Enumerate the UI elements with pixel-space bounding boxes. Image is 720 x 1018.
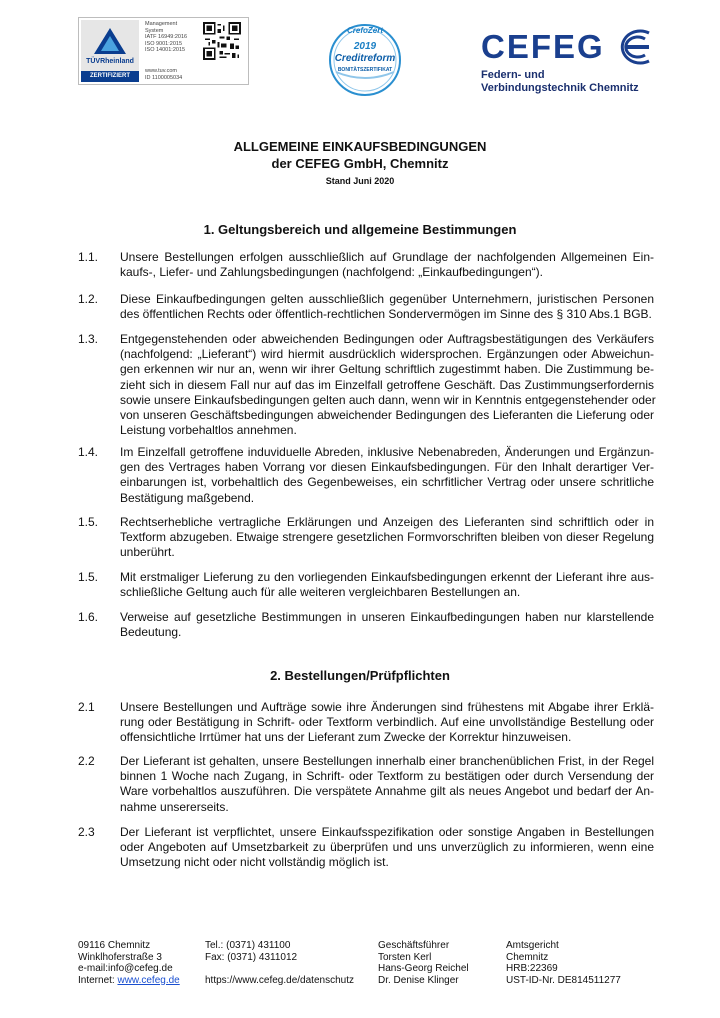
clause-text xyxy=(120,825,654,871)
cefeg-tagline: Federn- und Verbindungstechnik Chemnitz xyxy=(481,69,639,94)
clause-line: einbarungen ist, vorbehaltlich des Gegenbeweises, ein schrfitlicher Vertrag oder unsere schritliche xyxy=(120,475,654,490)
clause-line: Ware vorbehaltlos auszuführen. Die verspätete Annahme gilt als neues Angebot und bedarf der An- xyxy=(120,784,654,799)
website-link[interactable]: www.cefeg.de xyxy=(117,974,180,986)
cefeg-logo xyxy=(481,27,653,99)
clause-line: Leistung vorbehaltlos annehmen. xyxy=(120,423,297,438)
crefozert-seal xyxy=(322,22,408,98)
document-title: ALLGEMEINE EINKAUFSBEDINGUNGEN xyxy=(233,139,487,154)
clause-line: Umsetzung nicht oder nicht vollständig möglich ist. xyxy=(120,855,389,870)
clause-text xyxy=(120,445,654,506)
clause-number: 1.3. xyxy=(78,332,99,346)
clause-text xyxy=(120,250,654,280)
clause-line: (nachfolgend: „Lieferant“) wird hiermit ausdrücklich widersprochen. Ergänzungen oder Abweichun- xyxy=(120,347,654,362)
clause-line: schließliche Geltung auch für alle weiteren vergleichbaren Bestellungen an. xyxy=(120,585,521,600)
clause-line: gen des Vertrages haben Vorrang vor diesen Einkaufsbedingungen. Für den Inhalt derartiger Ver- xyxy=(120,460,654,475)
tuv-zertifiziert: ZERTIFIZIERT xyxy=(81,71,139,82)
clause-line: nahme unsererseits. xyxy=(120,799,229,814)
clause-number: 2.1 xyxy=(78,700,95,714)
tuv-certificate-logo xyxy=(78,17,249,85)
clause-line: Textform abzugeben. Etwaige strengere gesetzlichen Formvorschriften bleiben von dieser Regelung xyxy=(120,530,654,545)
clause-text xyxy=(120,332,654,438)
clause-line: Unsere Bestellungen erfolgen ausschließlich auf Grundlage der nachfolgenden Allgemeinen Ein- xyxy=(120,250,654,264)
clause-line: oder Angeboten auf Umsetzbarkeit zu überprüfen und uns unverzüglich zu informieren, wenn eine xyxy=(120,840,654,855)
clause-line: von unseren Geschäftsbedingungen abweichender Bedingungen des Lieferanten die Lieferung oder xyxy=(120,408,654,423)
clause-line: Unsere Bestellungen und Aufträge sowie ihre Änderungen sind frühestens mit Abgabe ihrer Erklä- xyxy=(120,700,654,714)
clause-line: Diese Einkaufbedingungen gelten ausschließlich gegenüber Unternehmern, juristischen Personen xyxy=(120,292,654,306)
section-heading: 2. Bestellungen/Prüfpflichten xyxy=(270,668,450,683)
clause-number: 1.5. xyxy=(78,570,99,584)
clause-line: binnen 1 Woche nach Zugang, in Schrift- oder Textform zu bestätigen oder durch Versendung der xyxy=(120,769,654,784)
cefeg-wordmark: CEFEG xyxy=(481,28,605,65)
clause-line: kaufs-, Liefer- und Zahlungsbedingungen (nachfolgend: „Einkaufbedingungen“). xyxy=(120,265,543,280)
clause-number: 1.2. xyxy=(78,292,99,306)
clause-number: 1.6. xyxy=(78,610,99,624)
crefo-year: 2019 xyxy=(353,41,377,52)
tuv-id: www.tuv.com ID 1100005034 xyxy=(145,68,183,81)
document-subtitle: der CEFEG GmbH, Chemnitz xyxy=(271,156,449,171)
clause-number: 1.4. xyxy=(78,445,99,459)
crefo-name: Creditreform xyxy=(334,53,396,64)
clause-line: des öffentlichen Rechts oder öffentlich-rechtlichen Sondervermögen im Sinne des § 310 Abs.1 BGB. xyxy=(120,307,652,322)
tuv-brand: TÜVRheinland xyxy=(86,58,134,65)
clause-text xyxy=(120,570,654,600)
clause-line: unberührt. xyxy=(120,545,175,560)
section-heading: 1. Geltungsbereich und allgemeine Bestimmungen xyxy=(203,222,517,237)
clause-text xyxy=(120,515,654,561)
crefo-sub: BONITÄTSZERTIFIKAT xyxy=(337,67,393,73)
clause-line: rung oder Bestätigung in Schrift- oder Textform verbindlich. Auf eine unvollständige Bestellung oder xyxy=(120,715,654,730)
clause-number: 2.2 xyxy=(78,754,95,768)
clause-line: Der Lieferant ist verpflichtet, unsere Einkaufsspezifikation oder sonstige Angaben in Bestellungen xyxy=(120,825,654,839)
clause-text xyxy=(120,700,654,746)
clause-number: 2.3 xyxy=(78,825,95,839)
tuv-triangle-icon xyxy=(93,27,127,55)
tuv-standards: Management System IATF 16949:2016 ISO 9001:2015 ISO 14001:2015 xyxy=(145,21,188,54)
footer-management: Geschäftsführer Torsten Kerl Hans-Georg Reichel Dr. Denise Klinger xyxy=(378,940,469,986)
crefo-top: CrefoZert xyxy=(346,26,383,35)
clause-number: 1.1. xyxy=(78,250,99,264)
clause-line: gen erkennen wir nur an, wenn wir ihrer Geltung schriftlich zugestimmt haben. Die Zustimmung be- xyxy=(120,362,654,377)
footer-contact: Tel.: (0371) 431100 Fax: (0371) 4311012 https://www.cefeg.de/datenschutz xyxy=(205,940,354,986)
clause-line: Bestätigung maßgebend. xyxy=(120,490,255,505)
clause-line: Bedeutung. xyxy=(120,625,182,640)
cefeg-arcs-icon xyxy=(609,27,653,67)
clause-text xyxy=(120,292,654,322)
clause-number: 1.5. xyxy=(78,515,99,529)
footer-register: Amtsgericht Chemnitz HRB:22369 UST-ID-Nr. DE814511277 xyxy=(506,940,621,986)
document-date: Stand Juni 2020 xyxy=(325,176,395,186)
tuv-badge xyxy=(81,20,139,82)
clause-text xyxy=(120,754,654,815)
clause-line: sowie unsere Einkaufsbedingungen gelten auch dann, wenn wir in Kenntnis entgegenstehender oder xyxy=(120,392,656,407)
clause-line: Mit erstmaliger Lieferung zu den vorliegenden Einkaufsbedingungen erkennt der Lieferant ihre aus- xyxy=(120,570,654,584)
clause-line: offensichtliche Irrtümer hat uns der Lieferant zum Zwecke der Korrektur hinzuweisen. xyxy=(120,730,572,745)
clause-line: Im Einzelfall getroffene induviduelle Abreden, inklusive Nebenabreden, Änderungen und Ergänzun- xyxy=(120,445,654,459)
qr-code-icon xyxy=(203,22,241,60)
clause-line: Rechtserhebliche vertragliche Erklärungen und Anzeigen des Lieferanten sind schriftlich oder in xyxy=(120,515,654,529)
clause-line: Verweise auf gesetzliche Bestimmungen in unseren Einkaufbedingungen haben nur klarstellende xyxy=(120,610,654,624)
footer-address: 09116 Chemnitz Winklhoferstraße 3 e-mail:info@cefeg.de Internet: www.cefeg.de xyxy=(78,940,180,986)
clause-text xyxy=(120,610,654,640)
clause-line: Entgegenstehenden oder abweichenden Bedingungen oder Auftragsbestätigungen des Verkäufers xyxy=(120,332,654,346)
clause-line: Der Lieferant ist gehalten, unsere Bestellungen innerhalb einer branchenüblichen Frist, in der Regel xyxy=(120,754,654,768)
clause-line: zieht sich in diesem Fall nur auf das im Einzelfall getroffene Geschäft. Das Zustimmungserfordernis xyxy=(120,377,654,392)
